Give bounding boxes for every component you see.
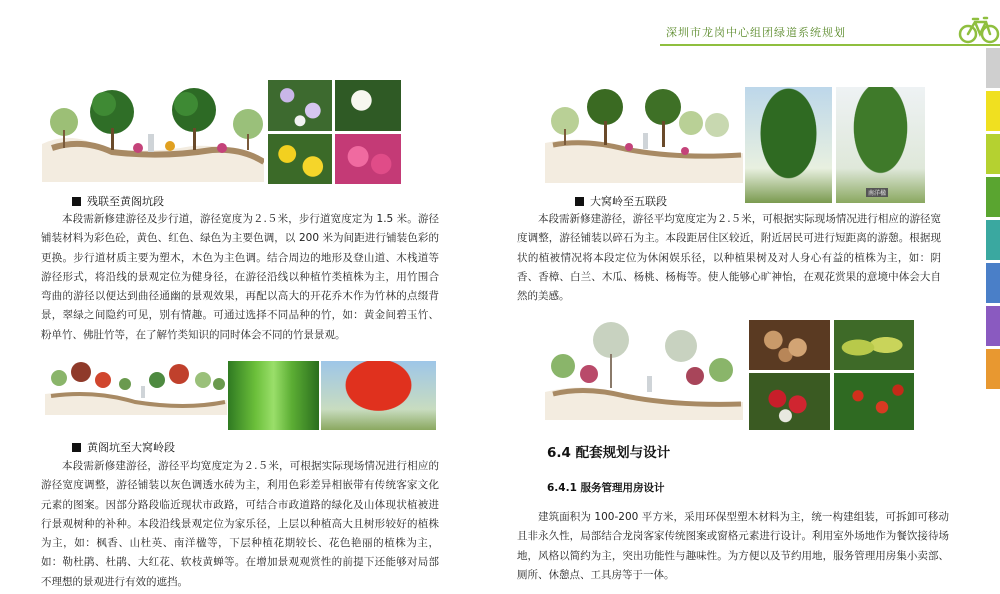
greenway-section-illustration-1 [42,82,264,182]
photo-flowers-pink [335,134,401,184]
chapter-tab[interactable] [986,306,1000,346]
bullet-icon [72,197,81,206]
greenway-section-illustration-3 [545,83,743,183]
section-paragraph: 本段需新修建游径，游径平均宽度定为２.５米，可根据实际现场情况进行相应的游径宽度调整，游径铺装以碎石为主。本段距居住区较近，附近居民可进行短距离的游憩。根据现状的植被情况将本段定位为休闲娱乐径，以种植果树及对人身心有益的植株为主，如：阴香、香樟、白兰、木瓜、杨桃、杨梅等。使人能够心旷神怡，在观花赏果的意境中体会大自然的美感。 [517,213,941,303]
section-6-4-heading: 6.4 配套规划与设计 [547,445,671,461]
photo-fruit-tree [834,373,914,430]
chapter-tab[interactable] [986,91,1000,131]
photo-flowers-yellow [268,134,332,184]
section-paragraph: 本段需新修建游径，游径平均宽度定为２.５米，可根据实际现场情况进行相应的游径宽度调整，游径铺装以灰色调透水砖为主，利用色彩差异相嵌带有传统客家文化元素的图案。因部分路段临近现状市政路，可结合市政道路的绿化及山体现状植被进行景观树种的补种。本段沿线景观定位为家乐径，上层以种植高大且树形较好的植株为主，如：枫香、山杜英、南洋楹等，下层种植花期较长、花色艳丽的植株为主，如：勒杜鹃、杜鹃、大红花、软枝黄蝉等。在增加景观观赏性的前提下还能够对局部不理想的景观进行有效的遮挡。 [41,460,439,588]
photo-flowers-white [335,80,401,131]
photo-large-tree [745,87,832,203]
chapter-tab[interactable] [986,48,1000,88]
section-title: 大窝岭至五联段 [590,195,667,208]
chapter-tab[interactable] [986,263,1000,303]
section-title: 黄阁坑至大窝岭段 [87,441,175,454]
page-header-title: 深圳市龙岗中心组团绿道系统规划 [666,26,846,39]
chapter-tabs [986,48,1000,392]
photo-flowers-purple [268,80,332,131]
bullet-icon [72,443,81,452]
section-heading [72,439,175,455]
section-6-4-1-heading: 6.4.1 服务管理用房设计 [547,482,665,494]
photo-longan-fruit [749,320,830,370]
photo-lychee-fruit [749,373,830,430]
bicycle-icon [958,12,1000,44]
photo-mango-fruit [834,320,914,370]
bullet-icon [575,197,584,206]
photo-tall-tree [836,87,925,203]
chapter-tab[interactable] [986,134,1000,174]
greenway-section-illustration-2 [45,360,227,415]
photo-flame-tree [321,361,436,430]
section-heading [575,193,667,209]
greenway-section-illustration-4 [545,316,743,420]
header-divider [660,44,1000,46]
chapter-tab[interactable] [986,177,1000,217]
chapter-tab[interactable] [986,220,1000,260]
chapter-tab[interactable] [986,349,1000,389]
section-heading [72,193,164,209]
section-paragraph: 建筑面积为 100-200 平方米，采用环保型塑木材料为主，统一构建组装，可拆卸可移动且非永久性，局部结合龙岗客家传统图案或窗格元素进行设计。利用室外场地作为餐饮接待场地，风格以简约为主，突出功能性与趣味性。为方便以及节约用地，服务管理用房集小卖部、厕所、休憩点、工具房等于一体。 [517,511,949,581]
photo-bamboo-path [228,361,319,430]
section-title: 残联至黄阁坑段 [87,195,164,208]
photo-caption: 南洋楹 [868,190,887,197]
section-paragraph: 本段需新修建游径及步行道，游径宽度为２.５米，步行道宽度定为 1.5 米。游径铺装材料为彩色砼，黄色、红色、绿色为主要色调，以 200 米为间距进行铺装色彩的更换。步行道材质主要为塑木，木色为主色调。结合周边的地形及登山道、木栈道等游径形式，将沿线的景观定位为健身径，在游径沿线以种植竹类植株为主，用竹围合弯曲的游径以便达到曲径通幽的景观效果，再配以高大的开花乔木作为竹林的点缀背景，翠绿之间隐约可见，别有情趣。可通过选择不同品种的竹，如：黄金间碧玉竹、粉单竹、佛肚竹等，在了解竹类知识的同时体会不同的竹景景观。 [41,213,439,341]
